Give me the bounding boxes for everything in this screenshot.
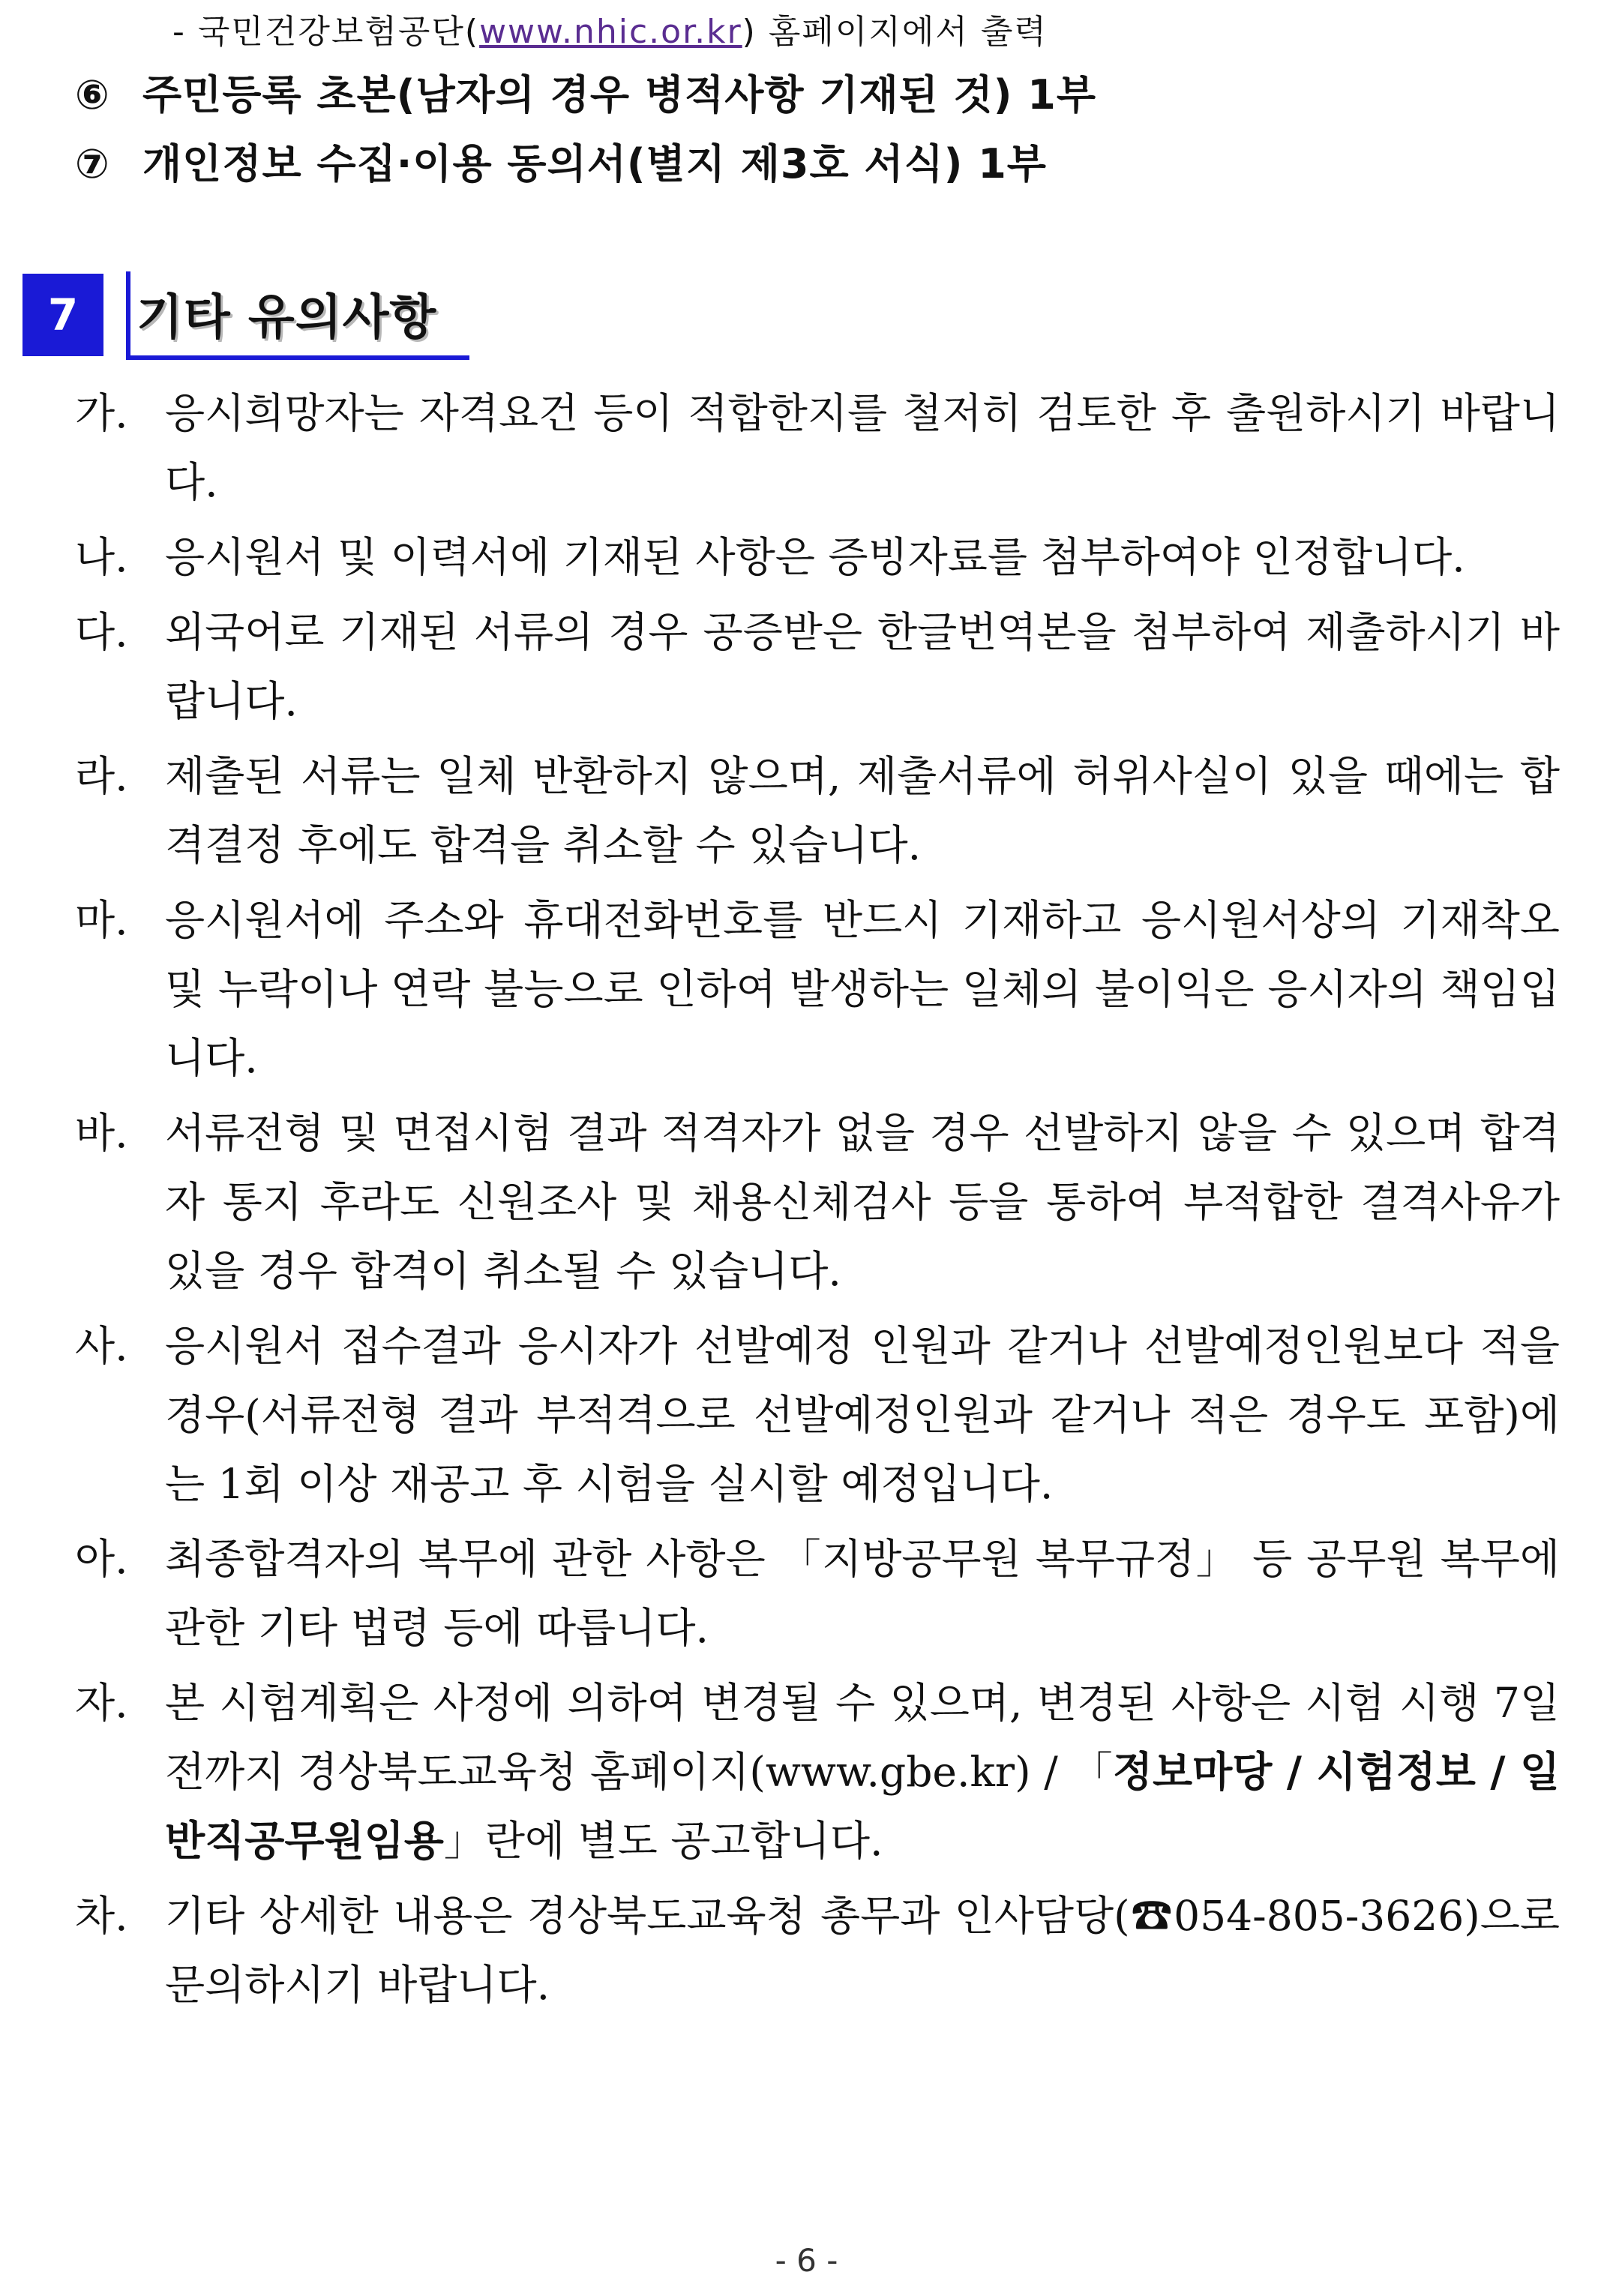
section-title: 기타 유의사항 <box>136 290 437 346</box>
document-item-text: 개인정보 수집·이용 동의서(별지 제3호 서식) 1부 <box>142 140 1047 187</box>
nhic-suffix: ) 홈페이지에서 출력 <box>742 13 1048 51</box>
note-marker: 자. <box>75 1679 128 1727</box>
website-menu-path: 정보마당 / 시험정보 / 일반직공무원임용 <box>165 1748 1560 1865</box>
note-marker: 마. <box>75 896 128 944</box>
note-text: 응시원서 및 이력서에 기재된 사항은 증빙자료를 첨부하여야 인정합니다. <box>165 533 1465 581</box>
section-heading-bar <box>126 271 130 360</box>
note-item-contact <box>75 1881 1560 2019</box>
document-item-number: ⑦ <box>75 140 110 187</box>
note-text: 서류전형 및 면접시험 결과 적격자가 없을 경우 선발하지 않을 수 있으며 합격자 통지 후라도 신원조사 및 채용신체검사 등을 통하여 부적합한 결격사유가 있을 경우 합격이 취소될 수 있습니다. <box>165 1109 1560 1295</box>
document-item-6 <box>75 63 1096 121</box>
page-number: - 6 - <box>775 2242 838 2279</box>
phone-icon: ☎ <box>1129 1892 1174 1940</box>
note-text: 응시원서에 주소와 휴대전화번호를 반드시 기재하고 응시원서상의 기재착오 및 누락이나 연락 불능으로 인하여 발생하는 일체의 불이익은 응시자의 책임입니다. <box>165 896 1560 1082</box>
note-item <box>75 1099 1560 1305</box>
note-text <box>165 1881 1560 2019</box>
note-text: 응시원서 접수결과 응시자가 선발예정 인원과 같거나 선발예정인원보다 적을 경우(서류전형 결과 부적격으로 선발예정인원과 같거나 적은 경우도 포함)에는 1회 이상 재공고 후 시험을 실시할 예정입니다. <box>165 1322 1560 1508</box>
note-item <box>75 742 1560 880</box>
note-text: 응시희망자는 자격요건 등이 적합한지를 철저히 검토한 후 출원하시기 바랍니다. <box>165 389 1560 506</box>
phone-number: 054-805-3626 <box>1174 1892 1465 1940</box>
note-marker: 라. <box>75 752 128 800</box>
nhic-prefix: - 국민건강보험공단( <box>172 13 480 51</box>
nhic-link[interactable]: www.nhic.or.kr <box>479 13 742 51</box>
document-item-text: 주민등록 초본(남자의 경우 병적사항 기재된 것) 1부 <box>142 71 1097 118</box>
nhic-instruction <box>172 4 1048 52</box>
note-item <box>75 1311 1560 1518</box>
note-item <box>75 379 1560 517</box>
note-item-exam-plan-change <box>75 1668 1560 1875</box>
section-heading-underline <box>126 355 469 360</box>
note-text <box>165 1668 1560 1875</box>
note-text: 최종합격자의 복무에 관한 사항은 「지방공무원 복무규정」 등 공무원 복무에 관한 기타 법령 등에 따릅니다. <box>165 1535 1560 1652</box>
document-item-number: ⑥ <box>75 71 110 118</box>
notes-list <box>75 379 1560 2025</box>
note-item <box>75 1524 1560 1662</box>
note-item <box>75 598 1560 736</box>
note-text-after: 」란에 별도 공고합니다. <box>443 1817 883 1865</box>
note-item <box>75 886 1560 1093</box>
note-text-before: 본 시험계획은 사정에 의하여 변경될 수 있으며, 변경된 사항은 시험 시행 7일전까지 경상북도교육청 홈페이지(www.gbe.kr) / 「 <box>165 1679 1560 1796</box>
note-marker: 사. <box>75 1322 128 1370</box>
note-marker: 나. <box>75 533 128 581</box>
note-text-after: )으로 문의하시기 바랍니다. <box>165 1892 1560 2009</box>
note-marker: 바. <box>75 1109 128 1157</box>
note-marker: 아. <box>75 1535 128 1583</box>
note-text: 제출된 서류는 일체 반환하지 않으며, 제출서류에 허위사실이 있을 때에는 합격결정 후에도 합격을 취소할 수 있습니다. <box>165 752 1560 869</box>
note-marker: 다. <box>75 608 128 656</box>
note-item <box>75 523 1560 592</box>
note-text-before: 기타 상세한 내용은 경상북도교육청 총무과 인사담당( <box>165 1892 1130 1940</box>
document-item-7 <box>75 132 1047 190</box>
note-text: 외국어로 기재된 서류의 경우 공증받은 한글번역본을 첨부하여 제출하시기 바랍니다. <box>165 608 1560 725</box>
section-number-badge: 7 <box>22 274 103 356</box>
note-marker: 가. <box>75 389 128 437</box>
note-marker: 차. <box>75 1892 128 1940</box>
